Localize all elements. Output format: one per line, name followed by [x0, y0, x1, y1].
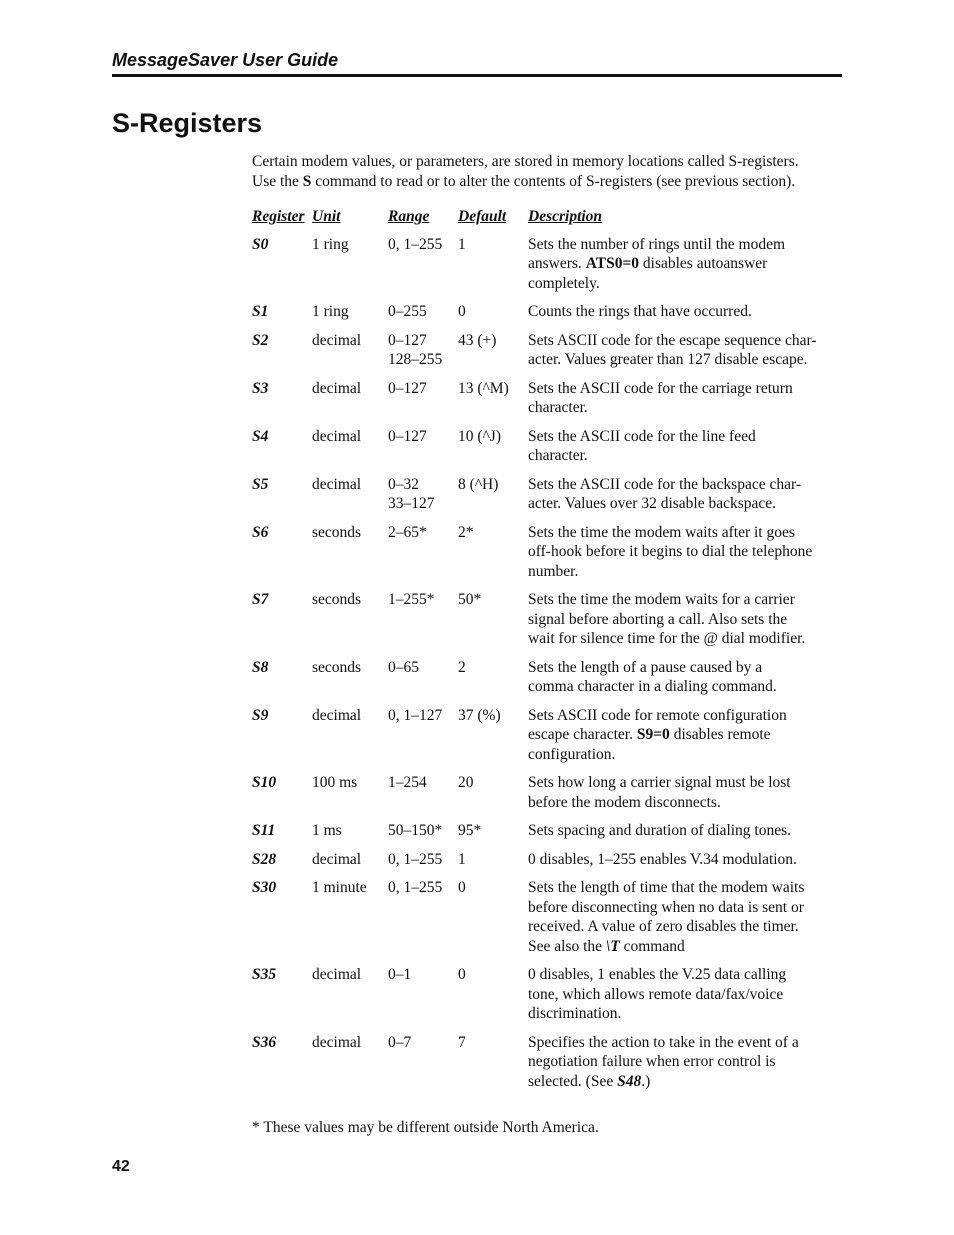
description-text: Sets the ASCII code for the carriage return: [528, 379, 793, 397]
description-command: S9=0: [636, 726, 670, 743]
range-value: 0, 1–127: [388, 706, 443, 724]
page-title: S-Registers: [112, 108, 263, 138]
description-text: Sets the ASCII code for the backspace char-: [528, 475, 801, 493]
description-text: Sets the number of rings until the modem: [528, 235, 786, 253]
description-text: Sets the length of time that the modem waits: [528, 879, 805, 896]
description-text: number.: [528, 562, 579, 580]
unit-cell: decimal: [312, 427, 362, 445]
description-text: selected. (See: [528, 1072, 618, 1090]
description-text: 0 disables, 1–255 enables V.34 modulation.: [528, 850, 797, 868]
description-cell: [525, 302, 846, 331]
range-value: 0–1: [388, 966, 412, 983]
range-value: 0, 1–255: [388, 235, 443, 253]
table-row: [249, 590, 846, 658]
range-value: 33–127: [388, 495, 435, 512]
default-cell: 0: [458, 966, 466, 983]
description-text: Sets the length of a pause caused by a: [528, 658, 763, 676]
unit-cell: decimal: [312, 850, 362, 868]
register-cell: S11: [252, 822, 276, 839]
table-body: [249, 235, 846, 1101]
description-text: negotiation failure when error control is: [528, 1053, 776, 1070]
register-cell: S28: [252, 850, 277, 868]
description-text: Sets spacing and duration of dialing tones.: [528, 822, 792, 839]
column-header-default: Default: [458, 208, 507, 225]
range-value: 0–32: [388, 475, 419, 493]
description-text: acter. Values greater than 127 disable escape.: [528, 351, 808, 368]
table-row: [249, 302, 846, 331]
range-value: 1–255*: [388, 591, 435, 608]
register-cell: S30: [252, 879, 277, 896]
description-text: Sets how long a carrier signal must be lost: [528, 774, 791, 791]
default-cell: 8 (^H): [458, 475, 499, 493]
description-command: S48: [617, 1072, 642, 1090]
description-cell: [525, 235, 846, 303]
register-cell: S4: [252, 427, 269, 445]
default-cell: 7: [458, 1033, 466, 1051]
register-cell: S5: [252, 475, 269, 493]
description-cell: [525, 379, 846, 427]
unit-cell: decimal: [312, 331, 362, 349]
default-cell: 1: [458, 850, 466, 868]
default-cell: 0: [458, 879, 466, 896]
default-cell: 50*: [458, 591, 482, 608]
table-row: [249, 331, 846, 379]
description-text: configuration.: [528, 745, 616, 763]
unit-cell: 1 ms: [312, 822, 342, 839]
range-cell: [385, 821, 455, 850]
range-cell: [385, 878, 455, 965]
description-text: 0 disables, 1 enables the V.25 data calling: [528, 966, 787, 983]
table-row: [249, 1033, 846, 1101]
description-text: answers.: [528, 255, 586, 272]
range-value: 2–65*: [388, 523, 427, 541]
description-text: completely.: [528, 274, 600, 292]
table-row: [249, 475, 846, 523]
register-cell: S3: [252, 379, 269, 397]
description-text: Counts the rings that have occurred.: [528, 303, 752, 320]
register-cell: S10: [252, 774, 277, 791]
table-row: [249, 427, 846, 475]
range-cell: [385, 850, 455, 879]
description-text: Sets ASCII code for the escape sequence char-: [528, 331, 817, 349]
register-cell: S8: [252, 658, 269, 676]
description-text: before the modem disconnects.: [528, 793, 721, 811]
description-cell: [525, 821, 846, 850]
description-text: before disconnecting when no data is sent or: [528, 898, 804, 916]
range-cell: [385, 965, 455, 1033]
range-value: 0–127: [388, 331, 427, 349]
range-value: 0, 1–255: [388, 850, 443, 868]
register-cell: S36: [252, 1033, 277, 1051]
description-cell: [525, 1033, 846, 1101]
description-text: Sets ASCII code for remote configuration: [528, 706, 787, 724]
range-value: 50–150*: [388, 822, 443, 839]
description-cell: [525, 523, 846, 591]
range-value: 1–254: [388, 774, 427, 791]
range-value: 0–127: [388, 379, 427, 397]
column-header-register: Register: [252, 208, 305, 225]
unit-cell: 100 ms: [312, 774, 358, 791]
register-cell: S9: [252, 706, 269, 724]
register-cell: S1: [252, 303, 269, 320]
unit-cell: 1 minute: [312, 879, 367, 896]
intro-line-2b: command to read or to alter the contents of S-registers (see previous section).: [311, 173, 796, 190]
table-row: [249, 773, 846, 821]
intro-line-1: Certain modem values, or parameters, are stored in memory locations called S-registers.: [252, 153, 799, 170]
range-cell: [385, 773, 455, 821]
register-cell: S7: [252, 591, 269, 608]
unit-cell: decimal: [312, 1033, 362, 1051]
footnote: * These values may be different outside North America.: [252, 1119, 599, 1136]
default-cell: 2*: [458, 523, 474, 541]
table-row: [249, 878, 846, 965]
range-cell: [385, 523, 455, 591]
description-text: signal before aborting a call. Also sets the: [528, 610, 788, 628]
range-cell: [385, 379, 455, 427]
unit-cell: decimal: [312, 379, 362, 397]
range-value: 128–255: [388, 351, 443, 368]
range-cell: [385, 331, 455, 379]
register-cell: S6: [252, 523, 269, 541]
description-text: Sets the time the modem waits for a carrier: [528, 591, 795, 608]
range-cell: [385, 706, 455, 774]
range-cell: [385, 1033, 455, 1101]
description-cell: [525, 878, 846, 965]
table-row: [249, 379, 846, 427]
table-row: [249, 658, 846, 706]
register-cell: S35: [252, 966, 277, 983]
table-row: [249, 523, 846, 591]
page-number: 42: [112, 1158, 130, 1175]
unit-cell: decimal: [312, 966, 362, 983]
default-cell: 1: [458, 235, 466, 253]
default-cell: 10 (^J): [458, 427, 502, 445]
range-value: 0, 1–255: [388, 879, 443, 896]
default-cell: 43 (+): [458, 331, 497, 349]
description-text: character.: [528, 447, 588, 464]
unit-cell: seconds: [312, 591, 362, 608]
running-header: MessageSaver User Guide: [112, 50, 339, 70]
range-value: 0–65: [388, 658, 419, 676]
intro-paragraph: [252, 152, 852, 192]
description-cell: [525, 850, 846, 879]
default-cell: 37 (%): [458, 706, 501, 724]
description-text: off-hook before it begins to dial the telephone: [528, 543, 813, 560]
description-cell: [525, 706, 846, 774]
range-cell: [385, 302, 455, 331]
range-cell: [385, 475, 455, 523]
description-text: .): [641, 1072, 651, 1090]
table-row: [249, 706, 846, 774]
default-cell: 2: [458, 658, 466, 676]
table-row: [249, 821, 846, 850]
description-text: escape character.: [528, 726, 637, 743]
s-register-table: [249, 207, 846, 1100]
unit-cell: seconds: [312, 523, 362, 541]
description-text: tone, which allows remote data/fax/voice: [528, 985, 784, 1003]
unit-cell: 1 ring: [312, 235, 349, 253]
column-header-range: Range: [388, 208, 430, 225]
range-cell: [385, 427, 455, 475]
table-row: [249, 235, 846, 303]
description-text: character.: [528, 399, 588, 416]
column-header-unit: Unit: [312, 208, 341, 225]
description-text: disables autoanswer: [639, 255, 768, 272]
description-text: received. A value of zero disables the timer.: [528, 918, 799, 935]
range-cell: [385, 235, 455, 303]
range-cell: [385, 658, 455, 706]
description-cell: [525, 965, 846, 1033]
range-value: 0–7: [388, 1033, 412, 1051]
table-row: [249, 850, 846, 879]
description-text: discrimination.: [528, 1005, 622, 1022]
unit-cell: decimal: [312, 706, 362, 724]
default-cell: 20: [458, 774, 474, 791]
header-rule: [112, 74, 842, 77]
description-text: Specifies the action to take in the event of a: [528, 1033, 799, 1051]
range-value: 0–127: [388, 427, 427, 445]
unit-cell: decimal: [312, 475, 362, 493]
default-cell: 95*: [458, 822, 482, 839]
range-cell: [385, 590, 455, 658]
description-cell: [525, 331, 846, 379]
intro-line-2a: Use the: [252, 173, 303, 190]
column-header-description: Description: [528, 208, 603, 225]
description-cell: [525, 658, 846, 706]
default-cell: 13 (^M): [458, 379, 509, 397]
description-text: wait for silence time for the @ dial modifier.: [528, 630, 806, 647]
description-text: Sets the time the modem waits after it goes: [528, 523, 795, 541]
unit-cell: 1 ring: [312, 303, 349, 320]
description-command: \T: [605, 937, 620, 955]
table-header-row: [249, 207, 846, 235]
description-text: comma character in a dialing command.: [528, 678, 777, 695]
register-cell: S2: [252, 331, 269, 349]
description-text: See also the: [528, 937, 606, 955]
default-cell: 0: [458, 303, 466, 320]
description-cell: [525, 427, 846, 475]
description-cell: [525, 475, 846, 523]
intro-command-name: S: [302, 173, 312, 190]
description-text: disables remote: [669, 726, 771, 743]
range-value: 0–255: [388, 303, 427, 320]
description-text: Sets the ASCII code for the line feed: [528, 427, 756, 445]
register-cell: S0: [252, 235, 269, 253]
description-cell: [525, 773, 846, 821]
description-text: command: [619, 937, 685, 955]
description-command: ATS0=0: [585, 255, 640, 272]
description-cell: [525, 590, 846, 658]
unit-cell: seconds: [312, 658, 362, 676]
table-row: [249, 965, 846, 1033]
description-text: acter. Values over 32 disable backspace.: [528, 495, 777, 512]
